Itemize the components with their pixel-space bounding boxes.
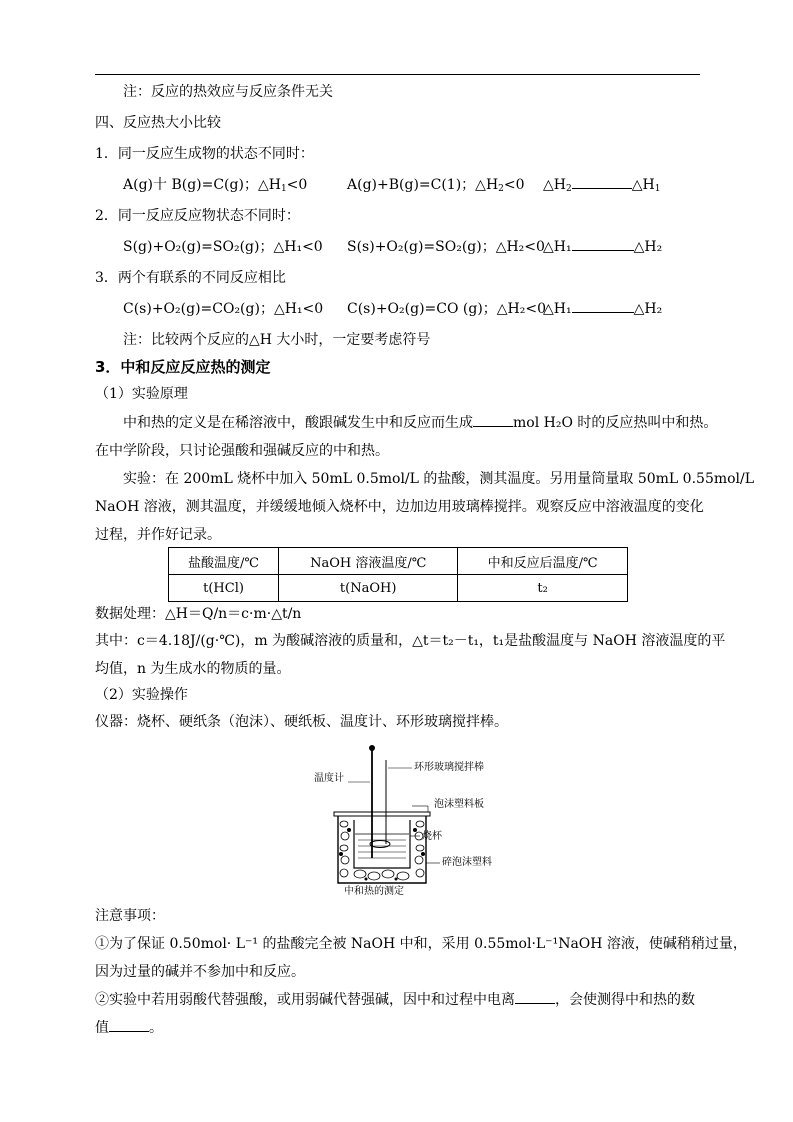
item-3-equation-b: C(s)+O₂(g)=CO (g)；△H₂<0: [347, 301, 547, 317]
table-cell: t₂: [458, 575, 628, 602]
table-cell: t(HCl): [169, 575, 279, 602]
note-1-line1: ①为了保证 0.50mol· L⁻¹ 的盐酸完全被 NaOH 中和，采用 0.55mol·L⁻¹NaOH 溶液，使碱稍稍过量，: [95, 936, 747, 952]
item-2-title: 2．同一反应反应物状态不同时：: [95, 208, 300, 224]
note-1-line2: 因为过量的碱并不参加中和反应。: [95, 964, 305, 980]
item-1-equation-b: A(g)+B(g)=C(1)；$\triangle H_2<0$: [347, 177, 525, 194]
item-1-equation-a: A(g)十 B(g)=C(g)；$\triangle H_1<0$: [123, 177, 308, 194]
answer-blank[interactable]: [572, 238, 634, 251]
note-2-line1: ②实验中若用弱酸代替强酸，或用弱碱代替强碱，因中和过程中电离 ，会使测得中和热的数: [95, 992, 695, 1008]
table-header-cell: 中和反应后温度/℃: [458, 548, 628, 575]
note-sign: 注：比较两个反应的△H 大小时，一定要考虑符号: [123, 332, 431, 348]
item-3-compare: △H₁ △H₂: [543, 301, 663, 317]
answer-blank[interactable]: [572, 300, 634, 313]
note-reaction-conditions: 注：反应的热效应与反应条件无关: [123, 84, 333, 100]
figure-label-thermometer: 温度计: [314, 773, 344, 784]
principle-paragraph-line2: 在中学阶段，只讨论强酸和强碱反应的中和热。: [95, 443, 389, 459]
figure-label-board: 泡沫塑料板: [434, 799, 484, 810]
figure-label-stirrer: 环形玻璃搅拌棒: [414, 762, 484, 773]
where-line1: 其中：c＝4.18J/(g·℃)，m 为酸碱溶液的质量和，△t＝t₂－t₁，t₁是盐酸温度与 NaOH 溶液温度的平: [95, 633, 726, 649]
data-processing: 数据处理：△H＝Q/n＝c·m·△t/n: [95, 606, 302, 622]
table-row: [169, 575, 628, 602]
table-header-cell: NaOH 溶液温度/℃: [279, 548, 458, 575]
answer-blank[interactable]: [572, 176, 632, 189]
operation-title: （2）实验操作: [95, 687, 188, 703]
item-2-equation-b: S(s)+O₂(g)=SO₂(g)；△H₂<0: [347, 239, 545, 255]
note-2-line2: 值 。: [95, 1020, 163, 1036]
figure-caption: 中和热的测定: [344, 886, 404, 897]
principle-paragraph-line1: 中和热的定义是在稀溶液中，酸跟碱发生中和反应而生成 mol H₂O 时的反应热叫中和热。: [123, 415, 718, 431]
temperature-table: [168, 547, 628, 602]
where-line2: 均值，n 为生成水的物质的量。: [95, 661, 291, 677]
figure-label-beaker: 烧杯: [422, 831, 442, 842]
neutralization-apparatus-figure: [308, 740, 508, 900]
principle-title: （1）实验原理: [95, 386, 188, 402]
item-3-equation-a: C(s)+O₂(g)=CO₂(g)；△H₁<0: [123, 301, 324, 317]
item-3-title: 3．两个有联系的不同反应相比: [95, 270, 286, 286]
table-cell: t(NaOH): [279, 575, 458, 602]
item-1-title: 1．同一反应生成物的状态不同时：: [95, 146, 314, 162]
instruments: 仪器：烧杯、硬纸条（泡沫）、硬纸板、温度计、环形玻璃搅拌棒。: [95, 714, 508, 730]
item-2-compare: △H₁ △H₂: [543, 239, 663, 255]
item-2-equation-a: S(g)+O₂(g)=SO₂(g)；△H₁<0: [123, 239, 323, 255]
notes-title: 注意事项：: [95, 908, 165, 924]
section-4-title: 四、反应热大小比较: [95, 115, 221, 131]
top-rule: [95, 74, 700, 75]
section-3-title: 3．中和反应反应热的测定: [95, 358, 271, 376]
item-1-compare: $\triangle H_2$ $\triangle H_1$: [543, 177, 661, 194]
answer-blank[interactable]: [109, 1019, 149, 1032]
figure-label-foam: 碎泡沫塑料: [442, 857, 492, 868]
experiment-line2: NaOH 溶液，测其温度，并缓缓地倾入烧杯中，边加边用玻璃棒搅拌。观察反应中溶液温度的变化: [95, 499, 704, 515]
answer-blank[interactable]: [515, 991, 555, 1004]
table-header-row: [169, 548, 628, 575]
experiment-line3: 过程，并作好记录。: [95, 527, 221, 543]
experiment-line1: 实验：在 200mL 烧杯中加入 50mL 0.5mol/L 的盐酸，测其温度。另用量筒量取 50mL 0.55mol/L: [123, 471, 755, 487]
answer-blank[interactable]: [473, 414, 513, 427]
table-header-cell: 盐酸温度/℃: [169, 548, 279, 575]
